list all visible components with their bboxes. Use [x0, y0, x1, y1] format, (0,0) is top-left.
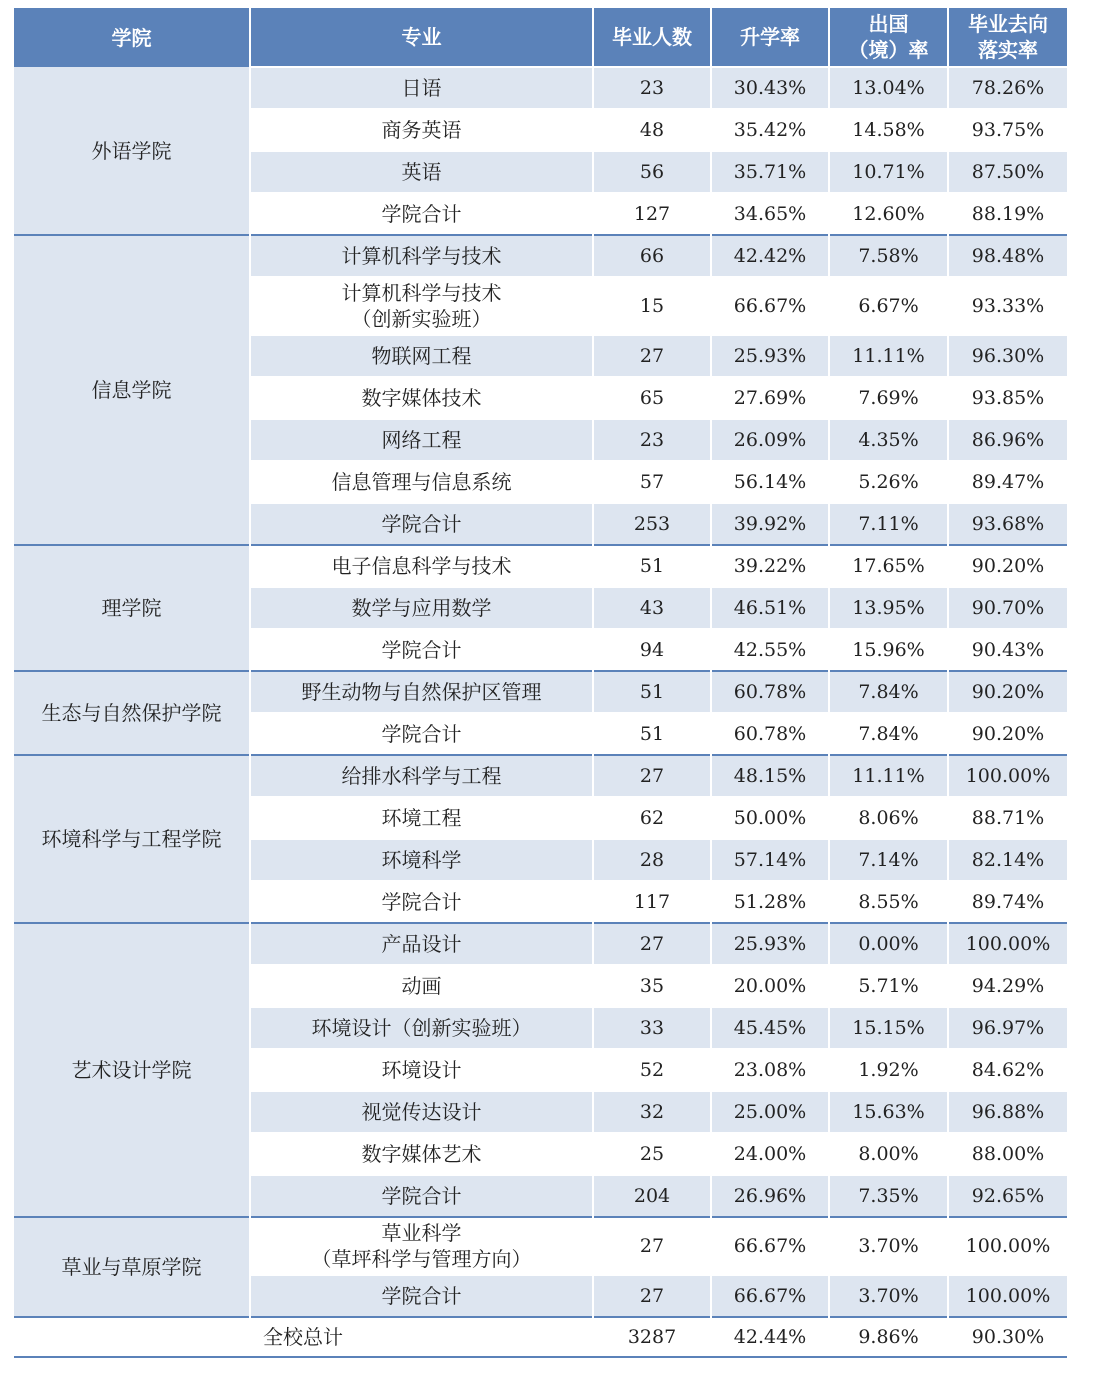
graduates-count: 94 — [593, 629, 711, 671]
graduates-count: 27 — [593, 923, 711, 965]
table-row — [14, 235, 1067, 277]
abroad-rate: 7.11% — [829, 503, 948, 545]
major-name: 学院合计 — [250, 1175, 593, 1217]
further-study-rate: 25.93% — [711, 923, 829, 965]
abroad-rate: 15.15% — [829, 1007, 948, 1049]
further-study-rate: 42.55% — [711, 629, 829, 671]
header-college: 学院 — [14, 8, 250, 67]
further-study-rate: 26.96% — [711, 1175, 829, 1217]
graduates-count: 51 — [593, 671, 711, 713]
college-name: 草业与草原学院 — [14, 1217, 250, 1317]
abroad-rate: 13.95% — [829, 587, 948, 629]
placement-rate: 84.62% — [948, 1049, 1067, 1091]
major-name: 日语 — [250, 67, 593, 109]
placement-rate: 93.75% — [948, 109, 1067, 151]
placement-rate: 100.00% — [948, 755, 1067, 797]
abroad-rate: 14.58% — [829, 109, 948, 151]
placement-rate: 100.00% — [948, 923, 1067, 965]
major-name — [250, 1217, 593, 1275]
header-major: 专业 — [250, 8, 593, 67]
abroad-rate: 7.69% — [829, 377, 948, 419]
major-name: 学院合计 — [250, 629, 593, 671]
major-name: 商务英语 — [250, 109, 593, 151]
major-name: 数学与应用数学 — [250, 587, 593, 629]
graduates-count: 52 — [593, 1049, 711, 1091]
further-study-rate: 30.43% — [711, 67, 829, 109]
abroad-rate: 7.58% — [829, 235, 948, 277]
major-name: 数字媒体技术 — [250, 377, 593, 419]
abroad-rate: 11.11% — [829, 335, 948, 377]
abroad-rate: 15.63% — [829, 1091, 948, 1133]
graduates-count: 62 — [593, 797, 711, 839]
further-study-rate: 35.71% — [711, 151, 829, 193]
placement-rate: 96.88% — [948, 1091, 1067, 1133]
graduates-count: 32 — [593, 1091, 711, 1133]
further-study-rate: 56.14% — [711, 461, 829, 503]
graduates-count: 27 — [593, 755, 711, 797]
graduates-count: 51 — [593, 713, 711, 755]
abroad-rate: 5.71% — [829, 965, 948, 1007]
total-graduates: 3287 — [593, 1317, 711, 1357]
further-study-rate: 50.00% — [711, 797, 829, 839]
header-abroad-line2: （境）率 — [848, 38, 929, 62]
abroad-rate: 17.65% — [829, 545, 948, 587]
total-further-study-rate: 42.44% — [711, 1317, 829, 1357]
graduation-statistics-table — [14, 8, 1067, 1358]
header-placement-line2: 落实率 — [978, 38, 1038, 62]
placement-rate: 93.85% — [948, 377, 1067, 419]
further-study-rate: 57.14% — [711, 839, 829, 881]
major-name: 网络工程 — [250, 419, 593, 461]
major-name-line1: 计算机科学与技术 — [341, 281, 502, 305]
major-name: 学院合计 — [250, 503, 593, 545]
major-name-line2: （草坪科学与管理方向） — [311, 1247, 532, 1271]
graduates-count: 57 — [593, 461, 711, 503]
graduates-count: 35 — [593, 965, 711, 1007]
placement-rate: 90.20% — [948, 545, 1067, 587]
placement-rate: 100.00% — [948, 1217, 1067, 1275]
abroad-rate: 10.71% — [829, 151, 948, 193]
table-row — [14, 67, 1067, 109]
total-label: 全校总计 — [14, 1317, 593, 1357]
graduates-count: 15 — [593, 277, 711, 335]
placement-rate: 89.47% — [948, 461, 1067, 503]
further-study-rate: 24.00% — [711, 1133, 829, 1175]
college-name: 信息学院 — [14, 235, 250, 545]
placement-rate: 90.20% — [948, 713, 1067, 755]
graduates-count: 65 — [593, 377, 711, 419]
major-name: 环境工程 — [250, 797, 593, 839]
major-name: 学院合计 — [250, 713, 593, 755]
table-row — [14, 545, 1067, 587]
graduates-count: 27 — [593, 1275, 711, 1317]
further-study-rate: 66.67% — [711, 1217, 829, 1275]
further-study-rate: 25.93% — [711, 335, 829, 377]
graduates-count: 25 — [593, 1133, 711, 1175]
placement-rate: 93.33% — [948, 277, 1067, 335]
graduation-statistics-sheet — [14, 8, 1067, 1358]
graduates-count: 43 — [593, 587, 711, 629]
further-study-rate: 27.69% — [711, 377, 829, 419]
further-study-rate: 20.00% — [711, 965, 829, 1007]
major-name: 野生动物与自然保护区管理 — [250, 671, 593, 713]
major-name: 视觉传达设计 — [250, 1091, 593, 1133]
major-name: 环境设计（创新实验班） — [250, 1007, 593, 1049]
placement-rate: 88.19% — [948, 193, 1067, 235]
major-name: 环境科学 — [250, 839, 593, 881]
further-study-rate: 51.28% — [711, 881, 829, 923]
further-study-rate: 66.67% — [711, 277, 829, 335]
graduates-count: 33 — [593, 1007, 711, 1049]
placement-rate: 87.50% — [948, 151, 1067, 193]
graduates-count: 28 — [593, 839, 711, 881]
table-body — [14, 67, 1067, 1357]
abroad-rate: 1.92% — [829, 1049, 948, 1091]
abroad-rate: 7.84% — [829, 713, 948, 755]
header-placement-rate — [948, 8, 1067, 67]
header-abroad-rate — [829, 8, 948, 67]
major-name: 物联网工程 — [250, 335, 593, 377]
abroad-rate: 0.00% — [829, 923, 948, 965]
further-study-rate: 48.15% — [711, 755, 829, 797]
further-study-rate: 25.00% — [711, 1091, 829, 1133]
header-abroad-line1: 出国 — [868, 12, 909, 36]
graduates-count: 66 — [593, 235, 711, 277]
college-name: 艺术设计学院 — [14, 923, 250, 1217]
further-study-rate: 23.08% — [711, 1049, 829, 1091]
graduates-count: 48 — [593, 109, 711, 151]
graduates-count: 51 — [593, 545, 711, 587]
further-study-rate: 45.45% — [711, 1007, 829, 1049]
total-placement-rate: 90.30% — [948, 1317, 1067, 1357]
placement-rate: 94.29% — [948, 965, 1067, 1007]
table-row — [14, 671, 1067, 713]
placement-rate: 93.68% — [948, 503, 1067, 545]
placement-rate: 100.00% — [948, 1275, 1067, 1317]
college-name: 生态与自然保护学院 — [14, 671, 250, 755]
further-study-rate: 34.65% — [711, 193, 829, 235]
college-name: 外语学院 — [14, 67, 250, 235]
graduates-count: 23 — [593, 67, 711, 109]
header-placement-line1: 毕业去向 — [968, 12, 1048, 36]
major-name: 环境设计 — [250, 1049, 593, 1091]
college-name: 环境科学与工程学院 — [14, 755, 250, 923]
further-study-rate: 60.78% — [711, 713, 829, 755]
abroad-rate: 6.67% — [829, 277, 948, 335]
major-name: 学院合计 — [250, 193, 593, 235]
placement-rate: 82.14% — [948, 839, 1067, 881]
header-graduates: 毕业人数 — [593, 8, 711, 67]
placement-rate: 96.97% — [948, 1007, 1067, 1049]
major-name: 计算机科学与技术 — [250, 235, 593, 277]
graduates-count: 27 — [593, 1217, 711, 1275]
abroad-rate: 7.14% — [829, 839, 948, 881]
abroad-rate: 3.70% — [829, 1275, 948, 1317]
placement-rate: 92.65% — [948, 1175, 1067, 1217]
placement-rate: 88.71% — [948, 797, 1067, 839]
major-name-line1: 草业科学 — [381, 1221, 462, 1245]
total-abroad-rate: 9.86% — [829, 1317, 948, 1357]
graduates-count: 23 — [593, 419, 711, 461]
abroad-rate: 5.26% — [829, 461, 948, 503]
further-study-rate: 39.92% — [711, 503, 829, 545]
abroad-rate: 7.84% — [829, 671, 948, 713]
major-name: 英语 — [250, 151, 593, 193]
placement-rate: 86.96% — [948, 419, 1067, 461]
graduates-count: 56 — [593, 151, 711, 193]
abroad-rate: 4.35% — [829, 419, 948, 461]
abroad-rate: 3.70% — [829, 1217, 948, 1275]
placement-rate: 96.30% — [948, 335, 1067, 377]
table-row — [14, 923, 1067, 965]
graduates-count: 117 — [593, 881, 711, 923]
abroad-rate: 8.00% — [829, 1133, 948, 1175]
abroad-rate: 11.11% — [829, 755, 948, 797]
graduates-count: 253 — [593, 503, 711, 545]
placement-rate: 90.43% — [948, 629, 1067, 671]
abroad-rate: 8.55% — [829, 881, 948, 923]
placement-rate: 98.48% — [948, 235, 1067, 277]
further-study-rate: 66.67% — [711, 1275, 829, 1317]
further-study-rate: 60.78% — [711, 671, 829, 713]
table-row — [14, 755, 1067, 797]
major-name: 学院合计 — [250, 881, 593, 923]
header-row — [14, 8, 1067, 67]
major-name: 产品设计 — [250, 923, 593, 965]
abroad-rate: 13.04% — [829, 67, 948, 109]
major-name: 动画 — [250, 965, 593, 1007]
placement-rate: 88.00% — [948, 1133, 1067, 1175]
further-study-rate: 35.42% — [711, 109, 829, 151]
header-further-study-rate: 升学率 — [711, 8, 829, 67]
further-study-rate: 42.42% — [711, 235, 829, 277]
college-name: 理学院 — [14, 545, 250, 671]
abroad-rate: 7.35% — [829, 1175, 948, 1217]
placement-rate: 90.70% — [948, 587, 1067, 629]
further-study-rate: 39.22% — [711, 545, 829, 587]
graduates-count: 27 — [593, 335, 711, 377]
major-name: 数字媒体艺术 — [250, 1133, 593, 1175]
major-name — [250, 277, 593, 335]
graduates-count: 127 — [593, 193, 711, 235]
total-row — [14, 1317, 1067, 1357]
placement-rate: 78.26% — [948, 67, 1067, 109]
major-name: 电子信息科学与技术 — [250, 545, 593, 587]
major-name: 学院合计 — [250, 1275, 593, 1317]
graduates-count: 204 — [593, 1175, 711, 1217]
abroad-rate: 8.06% — [829, 797, 948, 839]
major-name: 给排水科学与工程 — [250, 755, 593, 797]
abroad-rate: 15.96% — [829, 629, 948, 671]
abroad-rate: 12.60% — [829, 193, 948, 235]
further-study-rate: 26.09% — [711, 419, 829, 461]
placement-rate: 89.74% — [948, 881, 1067, 923]
major-name-line2: （创新实验班） — [351, 307, 492, 331]
placement-rate: 90.20% — [948, 671, 1067, 713]
table-row — [14, 1217, 1067, 1275]
major-name: 信息管理与信息系统 — [250, 461, 593, 503]
further-study-rate: 46.51% — [711, 587, 829, 629]
